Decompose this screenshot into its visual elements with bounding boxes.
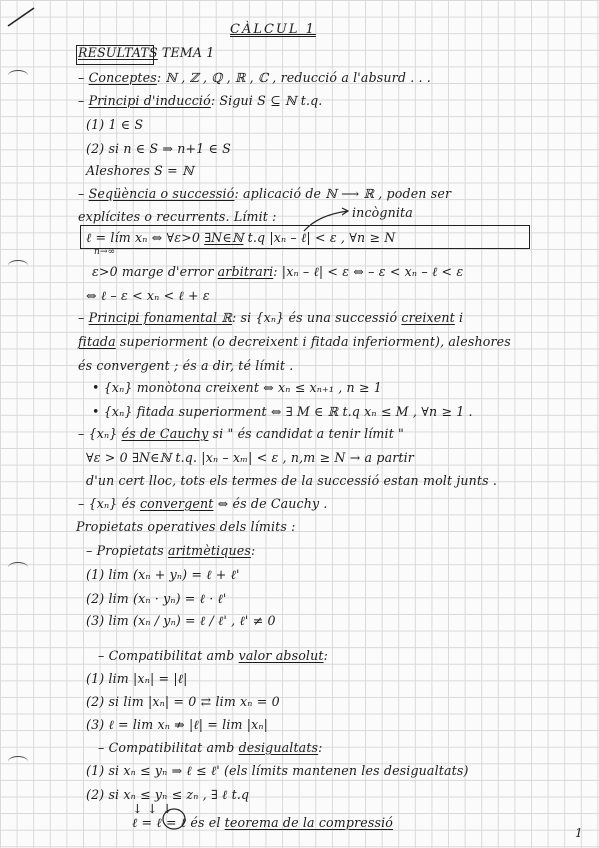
underlined-term: creixent [401,310,455,325]
note-line [78,186,451,202]
note-text: – Compatibilitat amb [98,648,239,663]
note-text: : [323,648,328,663]
note-line [86,117,143,133]
note-text: : ℕ , ℤ , ℚ , ℝ , ℂ , reducció a l'absurd . . . [156,70,431,85]
incognita-label: incògnita [352,205,413,220]
underlined-term: aritmètiques [167,543,251,558]
note-text: ℓ = ℓ = ℓ és el [132,815,225,830]
underlined-term: teorema de la compressió [224,815,393,830]
note-text: ∀ε > 0 ∃N∈ℕ t.q. |xₙ – xₘ| < ε , n,m ≥ N → a partir [86,450,414,465]
note-line [78,93,322,109]
note-text: (1) lim |xₙ| = |ℓ| [86,671,188,686]
note-line [86,613,276,629]
note-text: explícites o recurrents. Límit : [78,209,277,224]
note-line [86,288,210,304]
punch-hole-mark [8,70,28,81]
note-line [86,717,268,733]
underlined-term: convergent [139,496,214,511]
note-text: – Propietats [86,543,168,558]
note-text: (2) lim (xₙ · yₙ) = ℓ · ℓ' [86,591,227,606]
note-text: t.q |xₙ – ℓ| < ε , ∀n ≥ N [243,230,396,245]
underlined-term: fitada [78,334,116,349]
underlined-term: RESULTATS [78,45,158,60]
note-text: (2) si xₙ ≤ yₙ ≤ zₙ , ∃ ℓ t.q [86,787,250,802]
note-line [78,70,431,86]
note-line [78,209,277,225]
corner-slash-mark [4,4,44,34]
page-title: CÀLCUL 1 [230,22,316,37]
note-text: (3) ℓ = lim xₙ ⇏ |ℓ| = lim |xₙ| [86,717,269,732]
punch-hole-mark [8,756,28,767]
note-text: – [78,70,89,85]
underlined-term: Conceptes [88,70,157,85]
note-line [86,567,240,583]
underlined-term: ∃N∈ℕ [204,230,244,245]
note-line [92,264,463,280]
note-text: (1) 1 ∈ S [86,117,144,132]
note-line [86,543,255,559]
note-line [98,740,323,756]
note-text: TEMA 1 [157,45,215,60]
incognita-arrow [300,205,360,235]
note-line [86,450,414,466]
note-line [78,310,463,326]
note-line [78,45,214,61]
punch-hole-mark [8,260,28,271]
note-text: • {xₙ} fitada superiorment ⇔ ∃ M ∈ ℝ t.q xₙ ≤ M , ∀n ≥ 1 . [92,404,473,419]
note-text: ⇔ ℓ – ε < xₙ < ℓ + ε [86,288,210,303]
note-text: (2) si lim |xₙ| = 0 ⇄ lim xₙ = 0 [86,694,280,709]
note-text: Propietats operatives dels límits : [76,519,296,534]
note-text: ⇔ és de Cauchy . [213,496,328,511]
note-text: – {xₙ} és [78,496,140,511]
page-number: 1 [575,826,583,840]
underlined-term: Seqüència o successió [88,186,235,201]
note-line [78,358,293,374]
note-text: i [454,310,464,325]
note-text: : Sigui S ⊆ ℕ t.q. [210,93,323,108]
note-line [86,671,188,687]
note-text: : aplicació de ℕ ⟶ ℝ , poden ser [234,186,452,201]
note-line [86,141,231,157]
note-text: : [318,740,323,755]
note-line [86,473,497,489]
note-text: és convergent ; és a dir, té límit . [78,358,294,373]
note-line [86,694,280,710]
note-line [86,163,194,179]
underlined-term: Principi d'inducció [88,93,211,108]
note-text: (3) lim (xₙ / yₙ) = ℓ / ℓ' , ℓ' ≠ 0 [86,613,276,628]
note-line [98,648,328,664]
note-text: : si {xₙ} és una successió [232,310,402,325]
note-text: ℓ = lím xₙ ⇔ ∀ε>0 [86,230,205,245]
note-line [86,763,469,779]
underlined-term: desigualtats [238,740,319,755]
note-text: – {xₙ} [78,426,122,441]
note-text: (1) lim (xₙ + yₙ) = ℓ + ℓ' [86,567,240,582]
note-line [92,380,382,396]
circled-limit-mark [160,806,190,832]
note-line [76,519,296,535]
note-text: : |xₙ – ℓ| < ε ⇔ – ε < xₙ – ℓ < ε [273,264,464,279]
note-text: (2) si n ∈ S ⇒ n+1 ∈ S [86,141,231,156]
note-line [78,496,328,512]
note-line [78,426,404,442]
note-text: si " és candidat a tenir límit " [208,426,405,441]
note-text: – [78,93,89,108]
underlined-term: valor absolut [238,648,324,663]
note-text: – [78,186,89,201]
punch-hole-mark [8,562,28,573]
note-line [86,591,227,607]
note-line [78,334,511,350]
note-text: ↓ ↓ ↓ [132,801,173,816]
note-text: – [78,310,89,325]
note-text: Aleshores S = ℕ [86,163,194,178]
underlined-term: arbitrari [217,264,274,279]
note-text: d'un cert lloc, tots els termes de la successió estan molt junts . [86,473,498,488]
note-text: ε>0 marge d'error [92,264,218,279]
note-text: superiorment (o decreixent i fitada inferiorment), aleshores [115,334,511,349]
limit-subscript: n→∞ [94,247,116,257]
underlined-term: és de Cauchy [121,426,209,441]
note-text: : [250,543,256,558]
underlined-term: Principi fonamental ℝ [88,310,232,325]
note-text: – Compatibilitat amb [98,740,239,755]
note-text: (1) si xₙ ≤ yₙ ⇒ ℓ ≤ ℓ' (els límits mantenen les desigualtats) [86,763,469,778]
note-text: • {xₙ} monòtona creixent ⇔ xₙ ≤ xₙ₊₁ , n ≥ 1 [92,380,382,395]
note-line [92,404,473,420]
